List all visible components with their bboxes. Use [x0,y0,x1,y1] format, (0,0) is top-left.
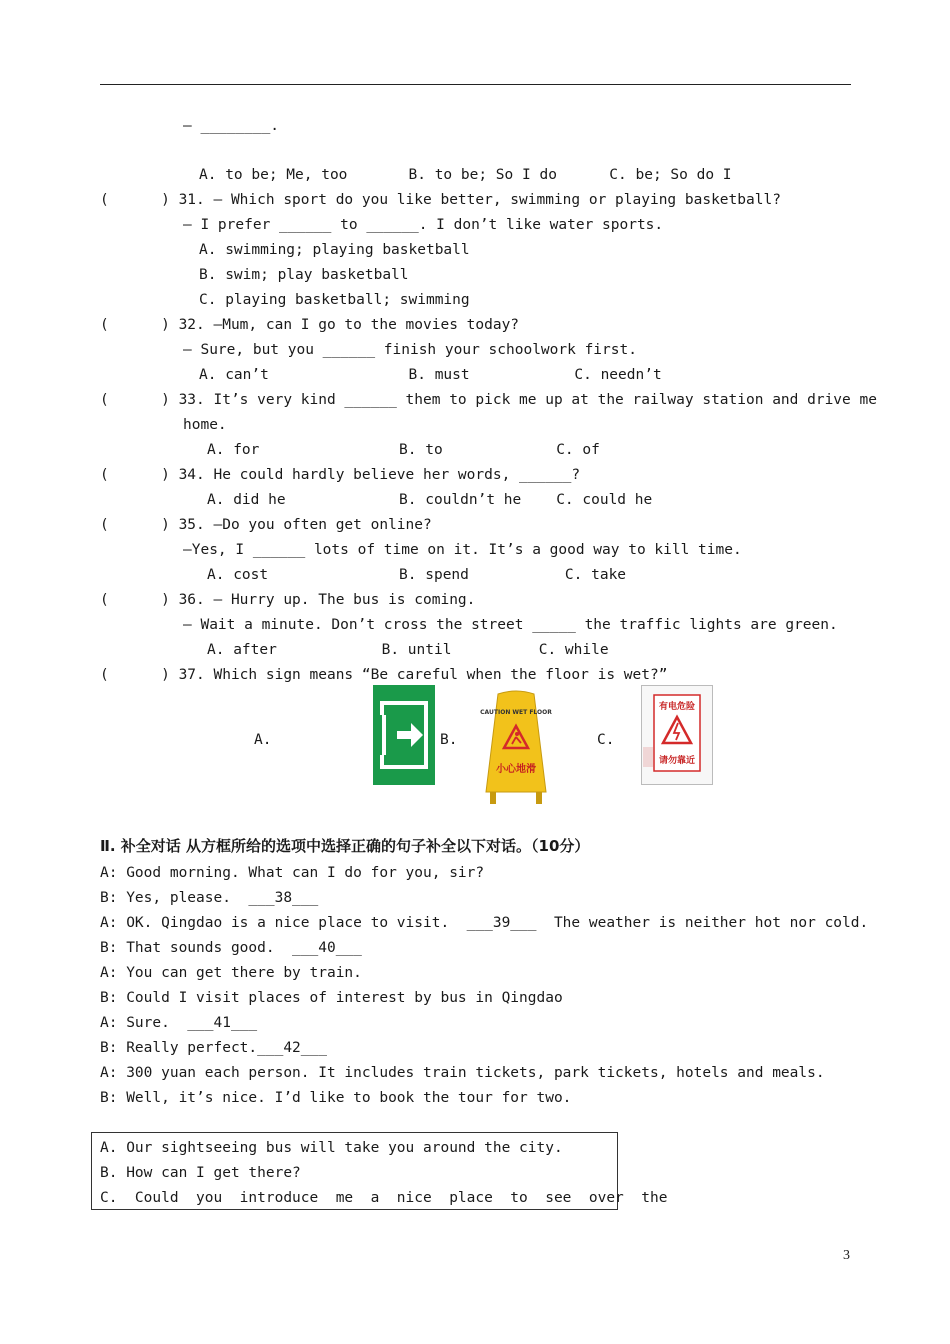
dialog-line: A: OK. Qingdao is a nice place to visit. ___39___ The weather is neither hot nor cold. [100,915,869,931]
header-rule [100,84,851,85]
q32-answer-line: — Sure, but you ______ finish your schoolwork first. [183,342,637,358]
dialog-line: B: Yes, please. ___38___ [100,890,319,906]
dialog-line: B: That sounds good. ___40___ [100,940,362,956]
q34-options: A. did he B. couldn’t he C. could he [207,492,653,508]
dialog-line: A: Sure. ___41___ [100,1015,258,1031]
wet-floor-sign-icon [480,688,552,806]
section-2-title: Ⅱ. 补全对话 从方框所给的选项中选择正确的句子补全以下对话。（10分） [100,837,590,855]
wet-floor-cn-text: 小心地滑 [496,764,536,775]
q35-question: ( ) 35. —Do you often get online? [100,517,432,533]
q36-answer-line: — Wait a minute. Don’t cross the street _____ the traffic lights are green. [183,617,838,633]
q35-options: A. cost B. spend C. take [207,567,627,583]
q36-options: A. after B. until C. while [207,642,609,658]
page-number: 3 [843,1248,850,1263]
q31-answer-line: — I prefer ______ to ______. I don’t like water sports. [183,217,664,233]
option-c: C. Could you introduce me a nice place to see over the [100,1190,668,1206]
dialog-line: A: You can get there by train. [100,965,362,981]
q30-answer-line: — ________. [183,118,280,134]
sign-label-a: A. [254,732,272,748]
q32-options: A. can’t B. must C. needn’t [199,367,662,383]
option-a: A. Our sightseeing bus will take you around the city. [100,1140,563,1156]
q33-question-cont: home. [183,417,227,433]
sign-label-b: B. [440,732,458,748]
q30-options: A. to be; Me, too B. to be; So I do C. be; So do I [199,167,732,183]
electric-danger-sign-icon [641,685,713,785]
q31-option-b: B. swim; play basketball [199,267,409,283]
q31-option-c: C. playing basketball; swimming [199,292,470,308]
danger-bottom-text: 请勿靠近 [658,756,696,766]
q37-question: ( ) 37. Which sign means “Be careful when the floor is wet?” [100,667,668,683]
q36-question: ( ) 36. — Hurry up. The bus is coming. [100,592,476,608]
q31-option-a: A. swimming; playing basketball [199,242,470,258]
q31-question: ( ) 31. — Which sport do you like better, swimming or playing basketball? [100,192,781,208]
dialog-line: B: Could I visit places of interest by bus in Qingdao [100,990,563,1006]
q33-options: A. for B. to C. of [207,442,600,458]
option-b: B. How can I get there? [100,1165,301,1181]
dialog-line: B: Well, it’s nice. I’d like to book the tour for two. [100,1090,572,1106]
q34-question: ( ) 34. He could hardly believe her words, ______? [100,467,581,483]
dialog-line: B: Really perfect.___42___ [100,1040,327,1056]
dialog-line: A: Good morning. What can I do for you, sir? [100,865,485,881]
q32-question: ( ) 32. —Mum, can I go to the movies today? [100,317,520,333]
danger-top-text: 有电危险 [658,702,696,712]
dialog-line: A: 300 yuan each person. It includes train tickets, park tickets, hotels and meals. [100,1065,825,1081]
q33-question: ( ) 33. It’s very kind ______ them to pick me up at the railway station and drive me [100,392,877,408]
sign-label-c: C. [597,732,615,748]
exit-sign-icon [373,685,435,785]
q35-answer-line: —Yes, I ______ lots of time on it. It’s a good way to kill time. [183,542,742,558]
wet-floor-caption: CAUTION WET FLOOR [480,709,552,716]
